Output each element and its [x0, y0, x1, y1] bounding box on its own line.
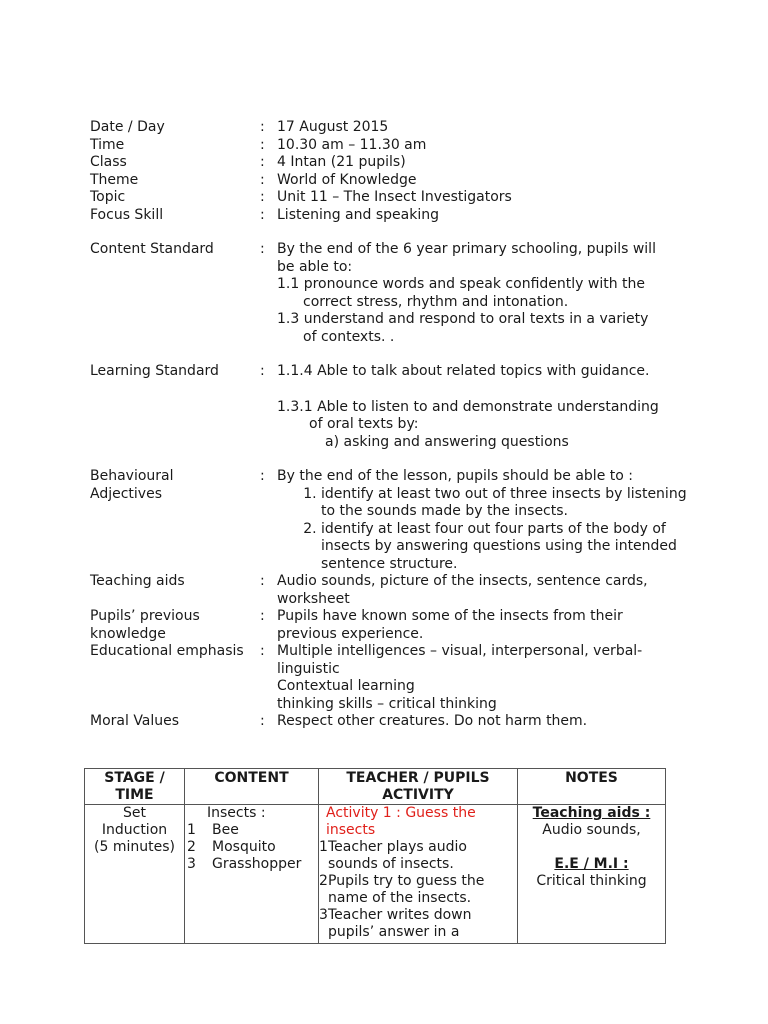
- moral-values-row: [90, 713, 690, 731]
- focus-skill-row: [90, 207, 690, 225]
- learning-standard-subitem: a) asking and answering questions: [325, 433, 569, 450]
- content-standard-label: Content Standard: [90, 241, 214, 257]
- separator: :: [260, 608, 265, 624]
- separator: :: [260, 643, 265, 659]
- lesson-plan-table: [84, 768, 666, 944]
- focus-skill-value: Listening and speaking: [277, 206, 439, 223]
- list-item: 1 Bee: [187, 822, 239, 838]
- learning-standard-item: 1.1.4 Able to talk about related topics with guidance.: [277, 363, 650, 379]
- separator: :: [260, 363, 265, 379]
- theme-label: Theme: [90, 171, 139, 188]
- content-standard-item-cont: correct stress, rhythm and intonation.: [303, 293, 569, 310]
- activity-step: 3 Teacher writes down pupils’ answer in a: [319, 907, 472, 940]
- header-activity: TEACHER / PUPILS ACTIVITY: [319, 769, 518, 805]
- class-value: 4 Intan (21 pupils): [277, 154, 406, 170]
- activity-title: Activity 1 : Guess the insects: [326, 805, 476, 838]
- learning-standard-item-cont: of oral texts by:: [309, 416, 419, 432]
- objectives-list: [277, 486, 690, 574]
- stage-time: (5 minutes): [94, 839, 175, 855]
- topic-value: Unit 11 – The Insect Investigators: [277, 189, 512, 205]
- header-notes: NOTES: [518, 769, 666, 805]
- activity-step: 1 Teacher plays audio sounds of insects.: [319, 839, 467, 872]
- notes-em-title: E.E / M.I :: [554, 856, 629, 872]
- content-standard-item: 1.1 pronounce words and speak confidently with the: [277, 276, 646, 292]
- separator: :: [260, 171, 265, 188]
- date-label: Date / Day: [90, 119, 165, 135]
- theme-row: [90, 172, 690, 190]
- teaching-aids-value: Audio sounds, picture of the insects, sentence cards,: [277, 573, 648, 589]
- learning-standard-row: [90, 363, 690, 451]
- notes-aids-value: Audio sounds,: [542, 822, 641, 838]
- previous-knowledge-value: Pupils have known some of the insects from their: [277, 608, 623, 624]
- previous-knowledge-label-cont: knowledge: [90, 625, 166, 642]
- notes-cell: [518, 805, 666, 944]
- content-standard-item-cont: of contexts. .: [303, 328, 395, 345]
- class-label: Class: [90, 154, 127, 170]
- topic-row: [90, 189, 690, 207]
- theme-value: World of Knowledge: [277, 171, 417, 188]
- notes-em-value: Critical thinking: [536, 873, 647, 889]
- moral-values-label: Moral Values: [90, 713, 180, 729]
- list-item: 2 Mosquito: [187, 839, 276, 855]
- behavioural-intro: By the end of the lesson, pupils should be able to :: [277, 468, 633, 484]
- topic-label: Topic: [90, 189, 126, 205]
- header-content: CONTENT: [185, 769, 319, 805]
- teaching-aids-row: [90, 573, 690, 608]
- separator: :: [260, 136, 265, 153]
- stage-line: Induction: [101, 822, 168, 838]
- activity-cell: [319, 805, 518, 944]
- educational-emphasis-value: Multiple intelligences – visual, interpersonal, verbal-: [277, 643, 643, 659]
- list-item: 3 Grasshopper: [187, 856, 302, 872]
- class-row: [90, 154, 690, 172]
- educational-emphasis-row: [90, 643, 690, 713]
- header-stage: STAGE / TIME: [85, 769, 185, 805]
- stage-line: Set: [123, 805, 146, 821]
- previous-knowledge-label: Pupils’ previous: [90, 608, 200, 624]
- separator: :: [260, 713, 265, 729]
- activity-step: 2 Pupils try to guess the name of the insects.: [319, 873, 485, 906]
- content-standard-row: [90, 241, 690, 346]
- stage-cell: [85, 805, 185, 944]
- educational-emphasis-label: Educational emphasis: [90, 643, 244, 659]
- behavioural-row: [90, 468, 690, 573]
- time-row: [90, 137, 690, 155]
- educational-emphasis-value: thinking skills – critical thinking: [277, 695, 497, 712]
- educational-emphasis-value: Contextual learning: [277, 678, 415, 694]
- separator: :: [260, 206, 265, 223]
- separator: :: [260, 119, 265, 135]
- behavioural-label-cont: Adjectives: [90, 485, 162, 502]
- table-header-row: [85, 769, 666, 805]
- learning-standard-label: Learning Standard: [90, 363, 219, 379]
- time-value: 10.30 am – 11.30 am: [277, 136, 427, 153]
- separator: :: [260, 189, 265, 205]
- content-title: Insects :: [207, 805, 266, 821]
- separator: :: [260, 468, 265, 484]
- date-row: [90, 119, 690, 137]
- content-standard-item: 1.3 understand and respond to oral texts in a variety: [277, 311, 649, 327]
- separator: :: [260, 573, 265, 589]
- previous-knowledge-value-cont: previous experience.: [277, 625, 424, 642]
- moral-values-value: Respect other creatures. Do not harm them.: [277, 713, 588, 729]
- content-cell: [185, 805, 319, 944]
- time-label: Time: [90, 136, 125, 153]
- separator: :: [260, 241, 265, 257]
- objective-item: 1. identify at least two out of three insects by listening to the sounds made by the insects.: [321, 486, 690, 521]
- previous-knowledge-row: [90, 608, 690, 643]
- focus-skill-label: Focus Skill: [90, 206, 164, 223]
- educational-emphasis-value: linguistic: [277, 660, 340, 677]
- separator: :: [260, 154, 265, 170]
- learning-standard-item: 1.3.1 Able to listen to and demonstrate understanding: [277, 398, 659, 415]
- lesson-info: [90, 119, 690, 731]
- content-standard-intro: By the end of the 6 year primary schooling, pupils will: [277, 241, 656, 257]
- content-standard-intro-cont: be able to:: [277, 258, 353, 275]
- table-row: [85, 805, 666, 944]
- notes-aids-title: Teaching aids :: [532, 805, 651, 821]
- behavioural-label: Behavioural: [90, 468, 174, 484]
- date-value: 17 August 2015: [277, 119, 389, 135]
- teaching-aids-label: Teaching aids: [90, 573, 185, 589]
- teaching-aids-value-cont: worksheet: [277, 590, 350, 607]
- objective-item: 2. identify at least four out four parts of the body of insects by answering questions using the intended sentence structure.: [321, 521, 690, 574]
